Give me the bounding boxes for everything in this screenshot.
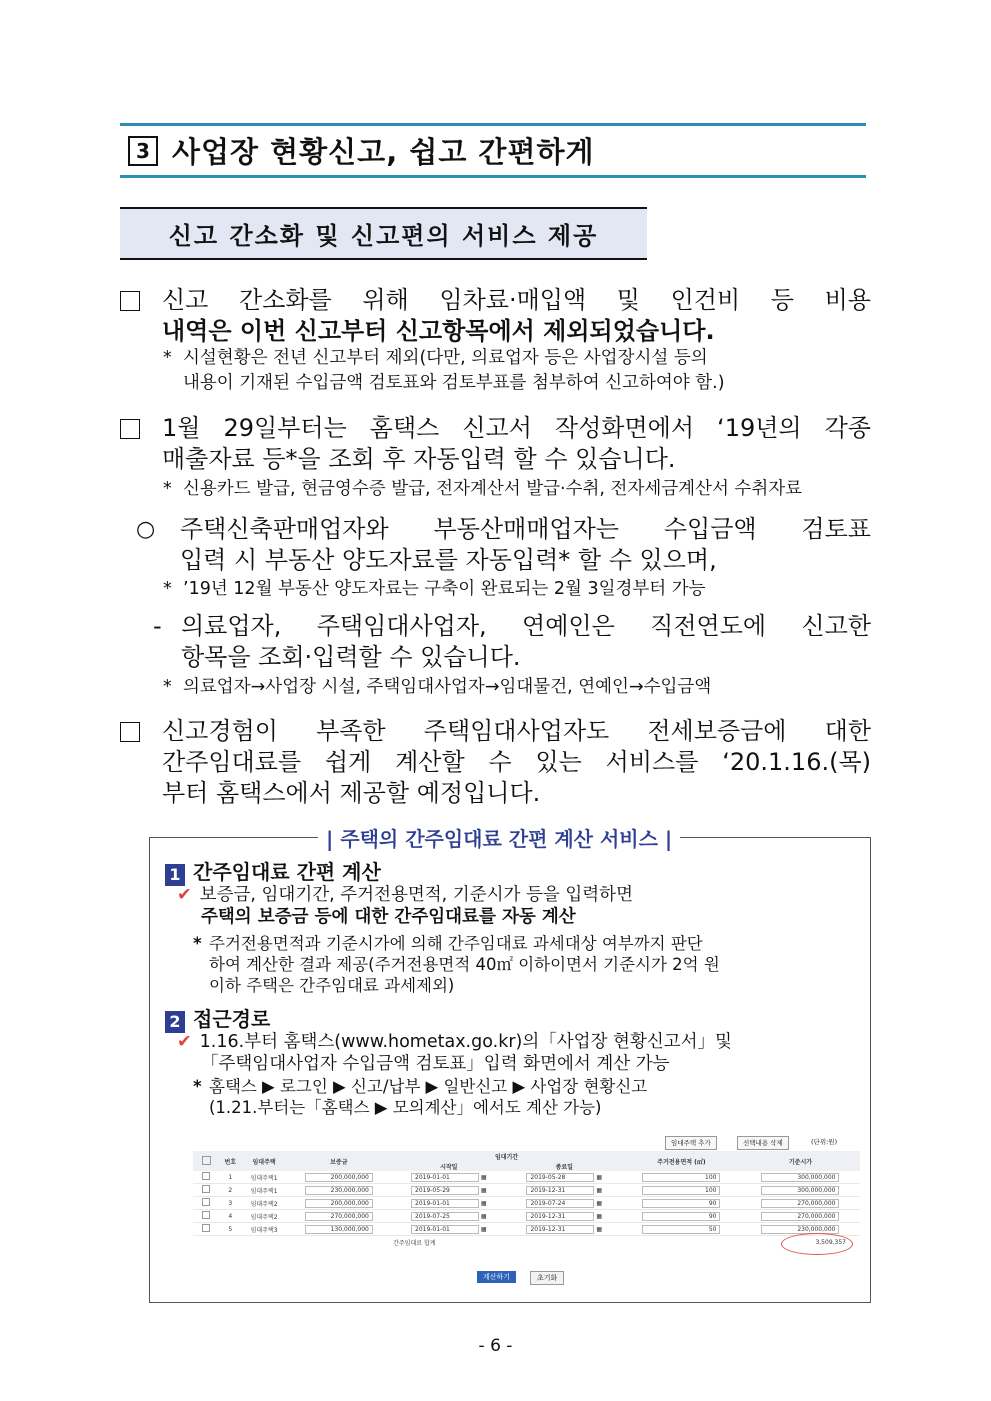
row-checkbox[interactable] — [202, 1211, 210, 1219]
start-date-input[interactable]: 2019-07-25 — [411, 1212, 479, 1221]
panel-section-1-heading — [165, 856, 865, 886]
item-3-line-2: 간주임대료를 쉽게 계산할 수 있는 서비스를 ‘20.1.16.(목) — [162, 748, 871, 776]
row-house: 임대주택3 — [242, 1223, 287, 1236]
item-2-dash-note — [163, 675, 871, 700]
asterisk-icon: * — [163, 579, 172, 599]
row-no: 4 — [219, 1210, 242, 1223]
panel-section-2-text — [177, 1031, 867, 1075]
asterisk-icon: * — [163, 348, 172, 368]
section-number: 3 — [128, 136, 158, 166]
row-no: 3 — [219, 1197, 242, 1210]
end-date-input[interactable]: 2019-07-24 — [526, 1199, 594, 1208]
section-1-number: 1 — [165, 864, 185, 886]
table-row — [193, 1223, 860, 1236]
calculate-button[interactable]: 계산하기 — [477, 1271, 516, 1283]
start-date-input[interactable]: 2019-01-01 — [411, 1173, 479, 1182]
checkbox-square-icon — [120, 419, 140, 439]
start-date-input[interactable]: 2019-05-29 — [411, 1186, 479, 1195]
header-house: 임대주택 — [242, 1151, 287, 1171]
item-2-sub — [136, 514, 871, 576]
row-house: 임대주택1 — [242, 1184, 287, 1197]
s2-line-1: 1.16.부터 홈택스(www.hometax.go.kr)의「사업장 현황신고서」및 — [199, 1032, 732, 1052]
s1-note-1: 주거전용면적과 기준시가에 의해 간주임대료 과세대상 여부까지 판단 — [209, 934, 703, 953]
section-2-title: 접근경로 — [193, 1007, 271, 1031]
calendar-icon[interactable]: ▦ — [480, 1225, 487, 1233]
area-input[interactable]: 90 — [642, 1199, 720, 1208]
end-date-input[interactable]: 2019-12-31 — [526, 1212, 594, 1221]
row-checkbox[interactable] — [202, 1198, 210, 1206]
total-value: 3,509,357 — [815, 1238, 846, 1246]
delete-selected-button[interactable]: 선택내용 삭제 — [737, 1136, 789, 1150]
row-checkbox[interactable] — [202, 1172, 210, 1180]
panel-section-2-heading — [165, 1003, 865, 1033]
item-2-dash-line-2: 항목을 조회·입력할 수 있습니다. — [181, 643, 521, 671]
panel-section-1-text — [177, 884, 877, 928]
asterisk-icon: * — [163, 479, 172, 499]
dash-bullet-icon: - — [153, 612, 162, 640]
checkmark-icon: ✔ — [177, 885, 192, 905]
calendar-icon[interactable]: ▦ — [596, 1199, 603, 1207]
s1-note-2: 하여 계산한 결과 제공(주거전용면적 40㎡ 이하이면서 기준시가 2억 원 — [209, 955, 720, 974]
header-price: 기준시가 — [741, 1151, 860, 1171]
panel-section-1-note — [193, 933, 858, 996]
s2-note-2: (1.21.부터는「홈택스 ▶ 모의계산」에서도 계산 가능) — [209, 1098, 602, 1117]
calendar-icon[interactable]: ▦ — [480, 1199, 487, 1207]
s2-note-1: 홈택스 ▶ 로그인 ▶ 신고/납부 ▶ 일반신고 ▶ 사업장 현황신고 — [209, 1077, 648, 1096]
item-2-dash-note-text: 의료업자→사업장 시설, 주택임대사업자→임대물건, 연예인→수입금액 — [183, 677, 712, 697]
row-no: 1 — [219, 1171, 242, 1184]
price-input[interactable]: 270,000,000 — [761, 1212, 839, 1221]
end-date-input[interactable]: 2019-05-28 — [526, 1173, 594, 1182]
row-no: 2 — [219, 1184, 242, 1197]
row-house: 임대주택2 — [242, 1210, 287, 1223]
table-row — [193, 1184, 860, 1197]
select-all-checkbox[interactable] — [202, 1156, 211, 1165]
section-title: 사업장 현황신고, 쉽고 간편하게 — [172, 135, 595, 169]
item-3 — [120, 716, 871, 809]
deposit-input[interactable]: 130,000,000 — [305, 1225, 373, 1234]
table-row — [193, 1197, 860, 1210]
header-area: 주거전용면적 (㎡) — [622, 1151, 741, 1171]
item-2 — [120, 413, 871, 475]
total-highlight-circle — [781, 1233, 853, 1255]
unit-label: (단위:원) — [811, 1138, 838, 1146]
calendar-icon[interactable]: ▦ — [596, 1173, 603, 1181]
area-input[interactable]: 50 — [642, 1225, 720, 1234]
item-3-line-1: 신고경험이 부족한 주택임대사업자도 전세보증금에 대한 — [162, 717, 871, 745]
row-house: 임대주택2 — [242, 1197, 287, 1210]
deposit-input[interactable]: 200,000,000 — [305, 1173, 373, 1182]
add-rental-house-button[interactable]: 임대주택 추가 — [665, 1136, 717, 1150]
item-2-sub-line-1: 주택신축판매업자와 부동산매매업자는 수입금액 검토표 — [180, 515, 871, 543]
item-2-line-2: 매출자료 등*을 조회 후 자동입력 할 수 있습니다. — [162, 445, 676, 473]
s2-line-2: 「주택임대사업자 수입금액 검토표」입력 화면에서 계산 가능 — [201, 1054, 670, 1074]
calendar-icon[interactable]: ▦ — [480, 1173, 487, 1181]
s1-note-3: 이하 주택은 간주임대료 과세제외) — [209, 976, 455, 995]
header-end: 종료일 — [507, 1161, 622, 1171]
area-input[interactable]: 100 — [642, 1186, 720, 1195]
end-date-input[interactable]: 2019-12-31 — [526, 1225, 594, 1234]
item-2-note — [163, 477, 871, 502]
price-input[interactable]: 300,000,000 — [761, 1186, 839, 1195]
header-start: 시작일 — [391, 1161, 506, 1171]
item-2-dash-line-1: 의료업자, 주택임대사업자, 연예인은 직전연도에 신고한 — [181, 612, 871, 640]
item-2-note-text: 신용카드 발급, 현금영수증 발급, 전자계산서 발급·수취, 전자세금계산서 수취자료 — [183, 479, 803, 499]
table-row — [193, 1210, 860, 1223]
table-row — [193, 1171, 860, 1184]
area-input[interactable]: 100 — [642, 1173, 720, 1182]
price-input[interactable]: 230,000,000 — [761, 1225, 839, 1234]
subheading: 신고 간소화 및 신고편의 서비스 제공 — [120, 207, 647, 260]
item-2-sub-note — [163, 577, 871, 602]
item-1-line-1: 신고 간소화를 위해 임차료·매입액 및 인건비 등 비용 — [162, 286, 871, 314]
deposit-input[interactable]: 200,000,000 — [305, 1199, 373, 1208]
rental-table — [193, 1151, 860, 1248]
deposit-input[interactable]: 270,000,000 — [305, 1212, 373, 1221]
item-2-sub-line-2: 입력 시 부동산 양도자료를 자동입력* 할 수 있으며, — [180, 546, 717, 574]
item-1-note-line-2: 내용이 기재된 수입금액 검토표와 검토부표를 첨부하여 신고하여야 함.) — [183, 373, 725, 393]
item-3-line-3: 부터 홈택스에서 제공할 예정입니다. — [162, 779, 541, 807]
item-1 — [120, 285, 871, 347]
row-house: 임대주택1 — [242, 1171, 287, 1184]
calendar-icon[interactable]: ▦ — [596, 1212, 603, 1220]
deposit-input[interactable]: 230,000,000 — [305, 1186, 373, 1195]
row-no: 5 — [219, 1223, 242, 1236]
circle-bullet-icon: ○ — [136, 517, 156, 542]
area-input[interactable]: 90 — [642, 1212, 720, 1221]
section-1-title: 간주임대료 간편 계산 — [193, 860, 381, 884]
asterisk-icon: * — [163, 677, 172, 697]
section-2-number: 2 — [165, 1011, 185, 1033]
header-period: 임대기간 — [391, 1151, 622, 1161]
header-no: 번호 — [219, 1151, 242, 1171]
calendar-icon[interactable]: ▦ — [480, 1212, 487, 1220]
panel-section-2-note — [193, 1076, 858, 1118]
panel-title: | 주택의 간주임대료 간편 계산 서비스 | — [318, 823, 680, 852]
row-checkbox[interactable] — [202, 1224, 210, 1232]
checkbox-square-icon — [120, 291, 140, 311]
item-1-note-line-1: 시설현황은 전년 신고부터 제외(다만, 의료업자 등은 사업장시설 등의 — [183, 348, 708, 368]
checkbox-square-icon — [120, 722, 140, 742]
asterisk-icon: * — [193, 1077, 202, 1096]
checkmark-icon: ✔ — [177, 1032, 192, 1052]
end-date-input[interactable]: 2019-12-31 — [526, 1186, 594, 1195]
price-input[interactable]: 300,000,000 — [761, 1173, 839, 1182]
price-input[interactable]: 270,000,000 — [761, 1199, 839, 1208]
start-date-input[interactable]: 2019-01-01 — [411, 1225, 479, 1234]
asterisk-icon: * — [193, 934, 202, 953]
calendar-icon[interactable]: ▦ — [480, 1186, 487, 1194]
section-header — [120, 123, 866, 178]
calendar-icon[interactable]: ▦ — [596, 1186, 603, 1194]
item-2-sub-note-text: ’19년 12월 부동산 양도자료는 구축이 완료되는 2월 3일경부터 가능 — [183, 579, 706, 599]
item-2-line-1: 1월 29일부터는 홈택스 신고서 작성화면에서 ‘19년의 각종 — [162, 414, 871, 442]
item-1-line-2: 내역은 이번 신고부터 신고항목에서 제외되었습니다. — [162, 317, 715, 345]
row-checkbox[interactable] — [202, 1185, 210, 1193]
reset-button[interactable]: 초기화 — [530, 1271, 564, 1285]
item-1-note — [163, 346, 871, 396]
total-label: 간주임대료 합계 — [393, 1239, 436, 1247]
start-date-input[interactable]: 2019-01-01 — [411, 1199, 479, 1208]
page-number: - 6 - — [478, 1336, 513, 1356]
item-2-dash — [153, 611, 871, 673]
s1-line-1: 보증금, 임대기간, 주거전용면적, 기준시가 등을 입력하면 — [199, 885, 633, 905]
calendar-icon[interactable]: ▦ — [596, 1225, 603, 1233]
s1-line-2: 주택의 보증금 등에 대한 간주임대료를 자동 계산 — [201, 907, 576, 927]
header-deposit: 보증금 — [287, 1151, 391, 1171]
